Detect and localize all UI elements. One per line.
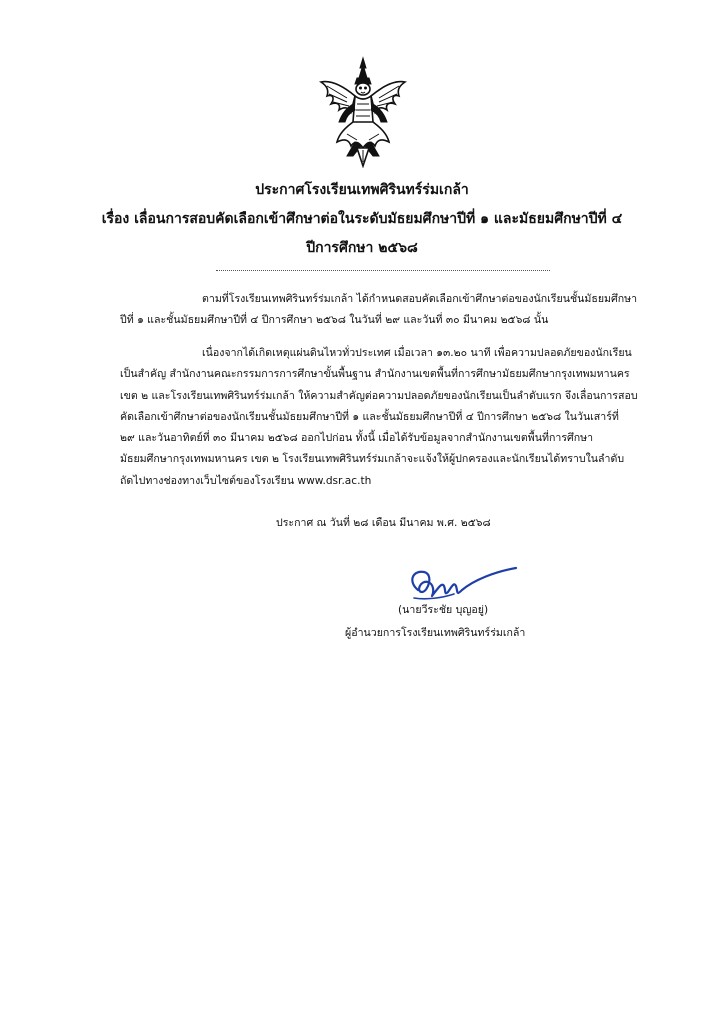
paragraph-2-line-1: เนื่องจากได้เกิดเหตุแผ่นดินไหวทั่วประเทศ เมื่อเวลา ๑๓.๒๐ นาที เพื่อความปลอดภัยของนักเรียน <box>202 347 632 359</box>
paragraph-2-line-6: มัธยมศึกษากรุงเทพมหานคร เขต ๒ โรงเรียนเทพศิรินทร์ร่มเกล้าจะแจ้งให้ผู้ปกครองและนักเรียนได้ทราบในลำดับ <box>120 453 625 466</box>
paragraph-1-line-1: ตามที่โรงเรียนเทพศิรินทร์ร่มเกล้า ได้กำหนดสอบคัดเลือกเข้าศึกษาต่อของนักเรียนชั้นมัธยมศึกษา <box>202 293 638 305</box>
paragraph-2-line-5: ๒๙ และวันอาทิตย์ที่ ๓๐ มีนาคม ๒๕๖๘ ออกไปก่อน ทั้งนี้ เมื่อได้รับข้อมูลจากสำนักงานเขตพื้นที่การศึกษา <box>120 432 594 445</box>
title-line-2: เรื่อง เลื่อนการสอบคัดเลือกเข้าศึกษาต่อในระดับมัธยมศึกษาปีที่ ๑ และมัธยมศึกษาปีที่ ๔ <box>101 211 623 227</box>
paragraph-1-line-2: ปีที่ ๑ และชั้นมัธยมศึกษาปีที่ ๔ ปีการศึกษา ๒๕๖๘ ในวันที่ ๒๙ และวันที่ ๓๐ มีนาคม ๒๕๖๘ นั้น <box>120 314 549 327</box>
announcement-title <box>90 176 634 263</box>
paragraph-2-line-7: ถัดไปทางช่องทางเว็บไซต์ของโรงเรียน www.dsr.ac.th <box>120 474 372 487</box>
paragraph-2-line-3: เขต ๒ และโรงเรียนเทพศิรินทร์ร่มเกล้า ให้ความสำคัญต่อความปลอดภัยของนักเรียนเป็นลำดับแรก จึงเลื่อนการสอบ <box>120 389 638 402</box>
announcement-date: ประกาศ ณ วันที่ ๒๘ เดือน มีนาคม พ.ศ. ๒๕๖๘ <box>276 517 491 529</box>
signer-name: (นายวีระชัย บุญอยู่) <box>398 604 489 616</box>
garuda-emblem-icon <box>317 56 409 168</box>
paragraph-1 <box>120 289 638 332</box>
title-divider <box>216 270 550 271</box>
title-line-1: ประกาศโรงเรียนเทพศิรินทร์ร่มเกล้า <box>255 182 469 198</box>
paragraph-2-line-4: คัดเลือกเข้าศึกษาต่อของนักเรียนชั้นมัธยมศึกษาปีที่ ๑ และชั้นมัธยมศึกษาปีที่ ๔ ปีการศึกษา ๒๕๖๘ ในวันเสาร์ที่ <box>120 410 619 423</box>
paragraph-2 <box>120 343 638 492</box>
paragraph-2-line-2: เป็นสำคัญ สำนักงานคณะกรรมการการศึกษาขั้นพื้นฐาน สำนักงานเขตพื้นที่การศึกษามัธยมศึกษากรุงเทพมหานคร <box>120 368 630 381</box>
title-line-3: ปีการศึกษา ๒๕๖๘ <box>306 240 418 256</box>
signer-position: ผู้อำนวยการโรงเรียนเทพศิรินทร์ร่มเกล้า <box>345 627 526 639</box>
